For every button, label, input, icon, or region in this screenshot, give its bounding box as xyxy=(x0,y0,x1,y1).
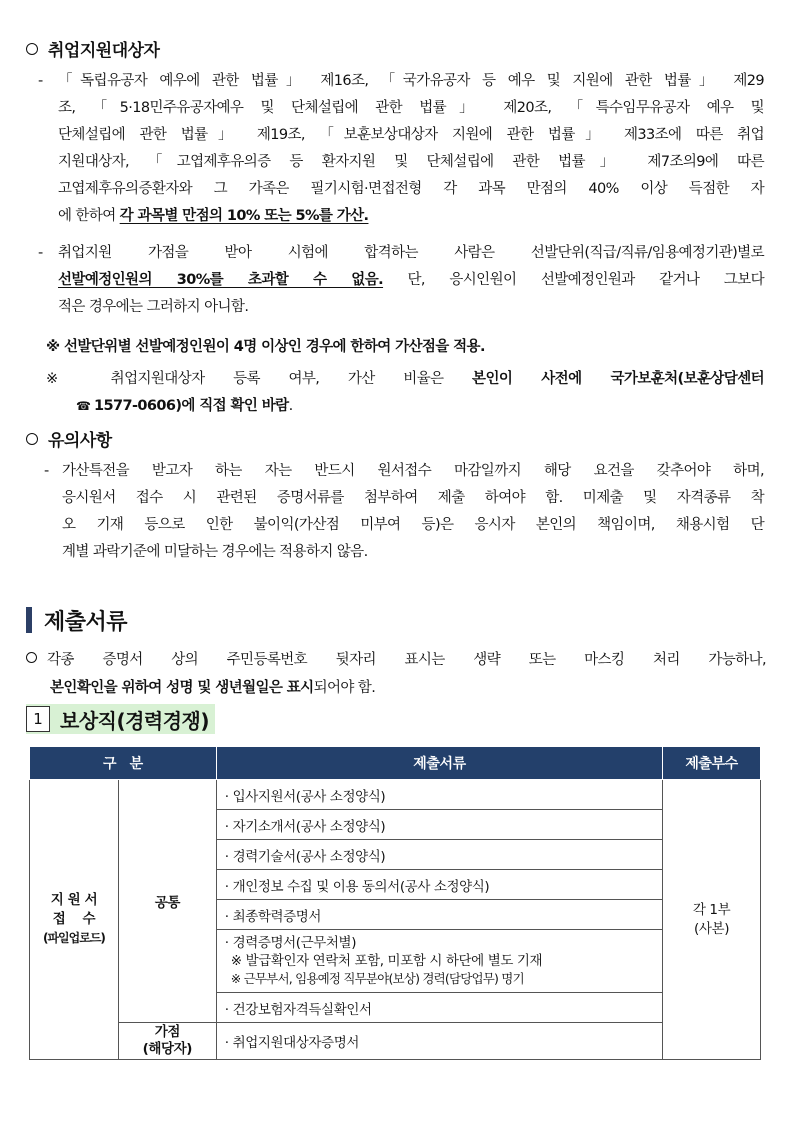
text-line: 「독립유공자 예우에 관한 법률」 제16조, 「국가유공자 등 예우 및 지원에 관한 법률」 제29 xyxy=(58,73,764,89)
circle-bullet-icon xyxy=(26,43,38,55)
note-minimum-quota: ※ 선발단위별 선발예정인원이 4명 이상인 경우에 한하여 가산점을 적용. xyxy=(46,339,485,355)
text-line: 조, 「5·18민주유공자예우 및 단체설립에 관한 법률」 제20조, 「특수임무유공자 예우 및 xyxy=(58,100,764,116)
caution-heading: 유의사항 xyxy=(26,426,112,451)
document-item: · 경력기술서(공사 소정양식) xyxy=(216,840,662,870)
common-label-cell: 공통 xyxy=(118,780,216,1023)
eligible-paragraph-2 xyxy=(38,240,764,321)
section-title-submission xyxy=(26,604,127,636)
emphasis-limit: 선발예정인원의 30%를 초과할 수 없음. xyxy=(58,272,384,288)
dash-bullet: - xyxy=(38,73,43,89)
career-item-text: · 경력증명서(근무처별) xyxy=(224,935,357,951)
group-label-line: 접 수 xyxy=(52,911,96,927)
text-line: 취업지원 가점을 받아 시험에 합격하는 사람은 선발단위(직급/직류/임용예정기관)별로 xyxy=(58,245,764,261)
document-item: · 입사지원서(공사 소정양식) xyxy=(216,780,662,810)
caution-paragraph xyxy=(44,458,764,566)
note-verify xyxy=(46,366,764,420)
copies-line: 각 1부 xyxy=(692,901,731,918)
dash-bullet: - xyxy=(44,463,49,479)
header-copies: 제출부수 xyxy=(663,747,761,780)
table-header-row xyxy=(30,747,761,780)
subsection-number-box: 1 xyxy=(26,706,50,732)
document-item-career xyxy=(216,930,662,993)
copies-line: (사본) xyxy=(694,920,730,937)
section-bar-icon xyxy=(26,607,32,633)
bonus-label-line: 가점 xyxy=(154,1024,180,1040)
document-item: · 취업지원대상자증명서 xyxy=(216,1023,662,1060)
document-item: · 건강보험자격득실확인서 xyxy=(216,993,662,1023)
subsection-title xyxy=(26,704,215,734)
text-line: 단체설립에 관한 법률」 제19조, 「보훈보상대상자 지원에 관한 법률」 제33조에 따른 취업 xyxy=(58,127,764,143)
emphasis-bonus-rate: 각 과목별 만점의 10% 또는 5%를 가산. xyxy=(119,208,369,224)
text-line: ※ 취업지원대상자 등록 여부, 가산 비율은 본인이 사전에 국가보훈처(보훈상담센터 xyxy=(46,371,765,387)
bonus-label-line: (해당자) xyxy=(142,1041,193,1057)
text-line: 계별 과락기준에 미달하는 경우에는 적용하지 않음. xyxy=(62,544,368,560)
group-label-line: 지 원 서 xyxy=(50,892,98,908)
text-line: 지원대상자, 「고엽제후유의증 등 환자지원 및 단체설립에 관한 법률」 제7조의9에 따른 xyxy=(58,154,764,170)
group-label-cell xyxy=(30,780,119,1060)
bonus-label-cell xyxy=(118,1023,216,1060)
text-line: 본인확인을 위하여 성명 및 생년월일은 표시되어야 함. xyxy=(50,680,376,696)
text-line: 에 한하여 각 과목별 만점의 10% 또는 5%를 가산. xyxy=(58,208,369,224)
eligible-paragraph-1 xyxy=(38,68,764,230)
eligible-heading: 취업지원대상자 xyxy=(26,36,159,61)
subsection-title-text: 보상직(경력경쟁) xyxy=(60,708,210,733)
circle-bullet-icon xyxy=(26,652,37,663)
section-title-text: 제출서류 xyxy=(44,609,128,635)
header-documents: 제출서류 xyxy=(216,747,662,780)
text-line: ☎ 1577-0606)에 직접 확인 바람. xyxy=(46,393,764,420)
career-note: ※ 발급확인자 연락처 포함, 미포함 시 하단에 별도 기재 xyxy=(230,953,543,969)
text-line: 응시원서 접수 시 관련된 증명서류를 첨부하여 제출 하여야 함. 미제출 및 자격종류 착 xyxy=(62,490,764,506)
text-line: 오 기재 등으로 인한 불이익(가산점 미부여 등)은 응시자 본인의 책임이며, 채용시험 단 xyxy=(62,517,764,533)
text-line: 적은 경우에는 그러하지 아니함. xyxy=(58,299,249,315)
career-note: ※ 근무부서, 임용예정 직무분야(보상) 경력(담당업무) 명기 xyxy=(230,971,524,986)
group-label-line: (파일업로드) xyxy=(42,931,105,945)
table-row xyxy=(30,780,761,810)
dash-bullet: - xyxy=(38,245,43,261)
text-line: 고엽제후유의증환자와 그 가족은 필기시험·면접전형 각 과목 만점의 40% 이상 득점한 자 xyxy=(58,181,764,197)
circle-bullet-icon xyxy=(26,433,38,445)
table-row xyxy=(30,1023,761,1060)
document-item: · 최종학력증명서 xyxy=(216,900,662,930)
submission-intro xyxy=(26,646,766,702)
header-category: 구 분 xyxy=(30,747,217,780)
document-item: · 개인정보 수집 및 이용 동의서(공사 소정양식) xyxy=(216,870,662,900)
document-item: · 자기소개서(공사 소정양식) xyxy=(216,810,662,840)
submission-table xyxy=(29,746,761,1060)
text-line: 가산특전을 받고자 하는 자는 반드시 원서접수 마감일까지 해당 요건을 갖추어야 하며, xyxy=(62,463,764,479)
text-line: 선발예정인원의 30%를 초과할 수 없음. 단, 응시인원이 선발예정인원과 같거나 그보다 xyxy=(58,272,764,288)
phone-icon: ☎ xyxy=(76,399,91,413)
text-line: 각종 증명서 상의 주민등록번호 뒷자리 표시는 생략 또는 마스킹 처리 가능하나, xyxy=(26,646,766,674)
copies-cell xyxy=(663,780,761,1060)
